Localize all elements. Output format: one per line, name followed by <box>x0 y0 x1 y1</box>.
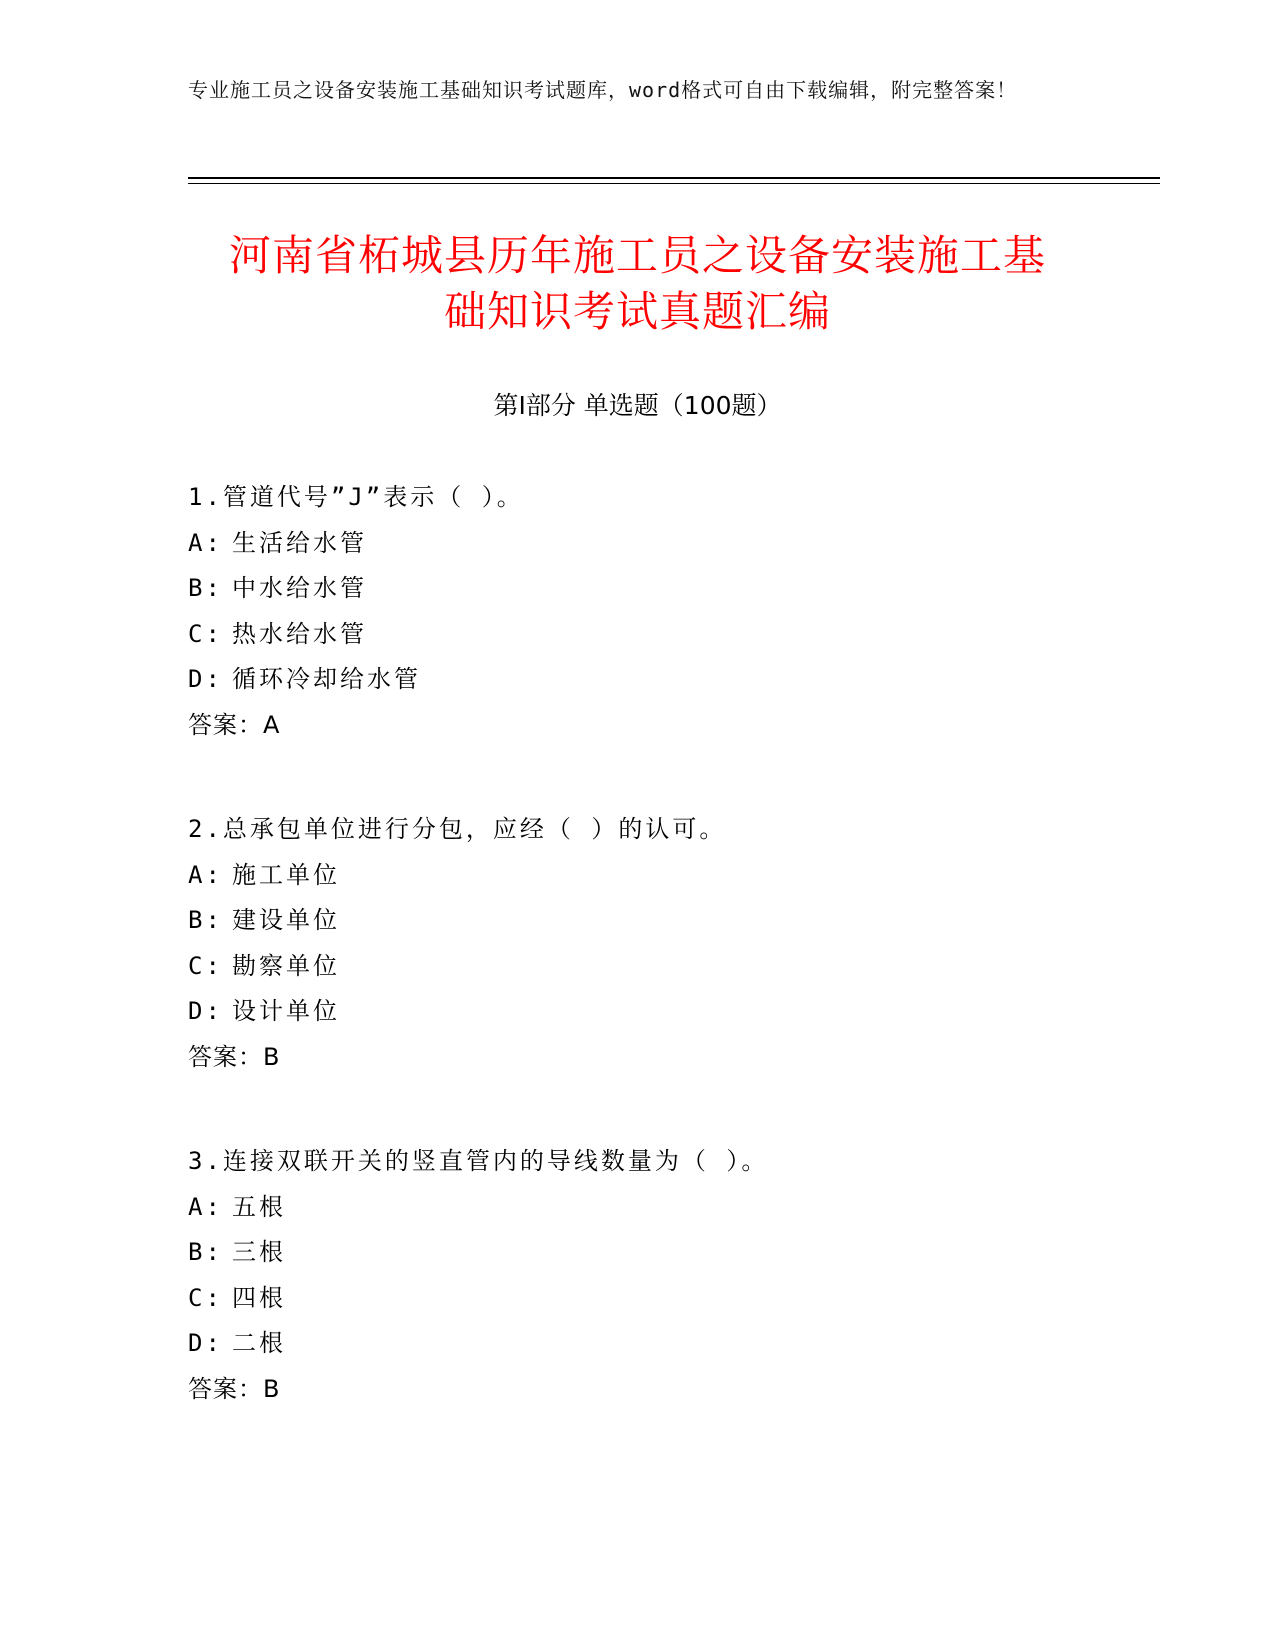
option-letter: B: <box>188 1238 223 1266</box>
option-letter: D: <box>188 665 223 693</box>
question-1 <box>188 475 1148 748</box>
option-letter: A: <box>188 860 223 889</box>
option-text: 中水给水管 <box>232 574 367 602</box>
answer-value: B <box>263 1042 281 1071</box>
option-letter: D: <box>188 997 223 1025</box>
option-letter: C: <box>188 1283 223 1312</box>
option-text: 二根 <box>232 1329 286 1357</box>
option-a <box>188 521 1148 567</box>
option-letter: B: <box>188 574 223 602</box>
answer-value: A <box>263 710 281 739</box>
option-a <box>188 853 1148 899</box>
answer-line <box>188 703 1148 749</box>
option-letter: C: <box>188 619 223 648</box>
option-d <box>188 989 1148 1035</box>
option-letter: D: <box>188 1329 223 1357</box>
option-c <box>188 944 1148 990</box>
option-text: 热水给水管 <box>232 619 367 648</box>
option-text: 设计单位 <box>232 997 340 1025</box>
option-d <box>188 1321 1148 1367</box>
option-letter: C: <box>188 951 223 980</box>
option-text: 施工单位 <box>232 860 340 889</box>
header-note: 专业施工员之设备安装施工基础知识考试题库，word格式可自由下载编辑，附完整答案！ <box>188 78 1018 102</box>
section-heading: 第Ⅰ部分 单选题（100题） <box>493 391 782 420</box>
document-title-line-2: 础知识考试真题汇编 <box>443 287 831 336</box>
option-text: 三根 <box>232 1238 286 1266</box>
option-text: 生活给水管 <box>232 528 367 557</box>
answer-prefix: 答案： <box>188 710 263 739</box>
question-stem: 3.连接双联开关的竖直管内的导线数量为（ ）。 <box>188 1147 769 1175</box>
question-list <box>188 475 1148 1471</box>
option-letter: B: <box>188 906 223 934</box>
option-b <box>188 898 1148 944</box>
question-3 <box>188 1139 1148 1412</box>
option-letter: A: <box>188 528 223 557</box>
answer-prefix: 答案： <box>188 1374 263 1403</box>
option-a <box>188 1185 1148 1231</box>
option-b <box>188 1230 1148 1276</box>
answer-value: B <box>263 1374 281 1403</box>
document-title <box>150 228 1125 340</box>
option-letter: A: <box>188 1192 223 1221</box>
question-stem: 1.管道代号”J”表示（ ）。 <box>188 483 524 511</box>
option-text: 循环冷却给水管 <box>232 665 421 693</box>
answer-line <box>188 1367 1148 1413</box>
option-d <box>188 657 1148 703</box>
option-text: 建设单位 <box>232 906 340 934</box>
option-c <box>188 1276 1148 1322</box>
answer-line <box>188 1035 1148 1081</box>
document-title-line-1: 河南省柘城县历年施工员之设备安装施工基 <box>228 231 1046 280</box>
question-2 <box>188 807 1148 1080</box>
answer-prefix: 答案： <box>188 1042 263 1071</box>
header-divider-thin <box>188 183 1160 184</box>
option-c <box>188 612 1148 658</box>
option-text: 五根 <box>232 1192 286 1221</box>
option-text: 勘察单位 <box>232 951 340 980</box>
option-text: 四根 <box>232 1283 286 1312</box>
header-divider-thick <box>188 177 1160 179</box>
option-b <box>188 566 1148 612</box>
question-stem: 2.总承包单位进行分包，应经（ ）的认可。 <box>188 815 727 843</box>
